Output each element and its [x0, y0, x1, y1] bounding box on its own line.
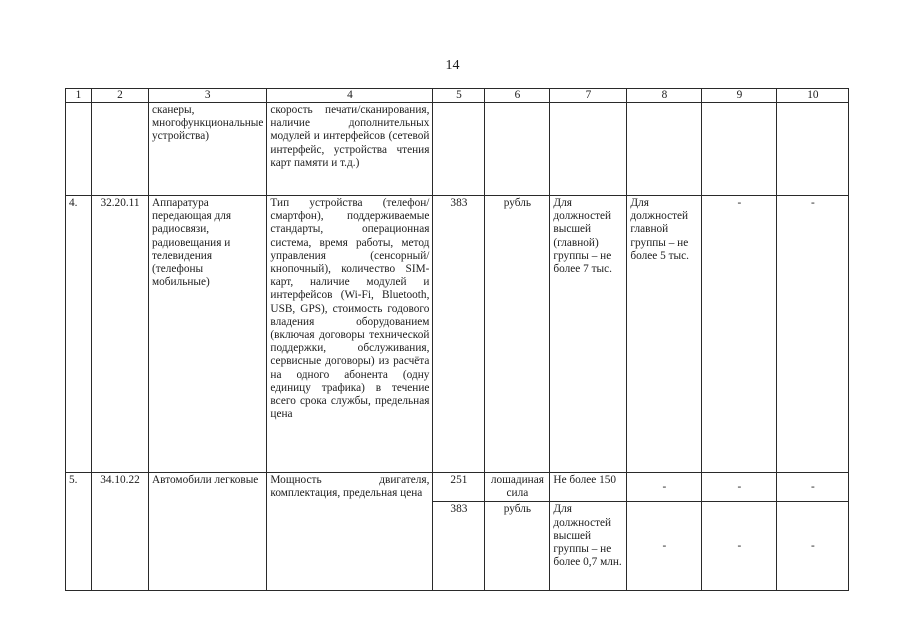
unit-cell: рубль	[485, 196, 550, 473]
characteristics-cell: скорость печати/сканирования, наличие дополнительных модулей и интерфейсов (сетевой интерфейс, устройства чтения карт памяти и т.д.)	[267, 103, 433, 196]
characteristics-cell: Мощность двигателя, комплектация, предельная цена	[267, 473, 433, 591]
unit-cell: лошадиная сила	[485, 473, 550, 502]
product-name-cell: сканеры, многофункциональные устройства)	[149, 103, 267, 196]
page-number: 14	[445, 58, 460, 73]
value-cell: Для должностей высшей (главной) группы – не более 7 тыс.	[550, 196, 627, 473]
header-cell: 6	[485, 89, 550, 103]
okei-code-cell: 251	[433, 473, 485, 502]
value-cell: Для должностей главной группы – не более 5 тыс.	[627, 196, 702, 473]
okei-code-cell: 383	[433, 196, 485, 473]
value-cell: -	[777, 502, 849, 591]
header-cell: 1	[66, 89, 92, 103]
header-cell: 4	[267, 89, 433, 103]
characteristics-cell: Тип устройства (телефон/смартфон), поддерживаемые стандарты, операционная система, время работы, метод управления (сенсорный/кнопочный), количество SIM-карт, наличие модулей и интерфейсов (Wi-Fi, Bluetooth, USB, GPS), стоимость годового владения оборудованием (включая договоры технической поддержки, обслуживания, сервисные договоры) из расчёта на одного абонента (одну единицу трафика) в течение всего срока службы, предельная цена	[267, 196, 433, 473]
requirements-table	[65, 88, 849, 591]
okpd-code-cell: 32.20.11	[92, 196, 149, 473]
value-cell: -	[777, 196, 849, 473]
table-row	[66, 196, 849, 473]
table-row	[66, 473, 849, 502]
table-row	[66, 103, 849, 196]
okpd-code-cell: 34.10.22	[92, 473, 149, 591]
header-cell: 5	[433, 89, 485, 103]
header-cell: 10	[777, 89, 849, 103]
header-cell: 3	[149, 89, 267, 103]
product-name-cell: Автомобили легковые	[149, 473, 267, 591]
header-cell: 2	[92, 89, 149, 103]
okei-code-cell: 383	[433, 502, 485, 591]
product-name-cell: Аппаратура передающая для радиосвязи, радиовещания и телевидения (телефоны мобильные)	[149, 196, 267, 473]
value-cell: -	[627, 473, 702, 502]
value-cell: -	[702, 196, 777, 473]
value-cell: -	[702, 473, 777, 502]
value-cell: -	[702, 502, 777, 591]
row-number-cell: 5.	[66, 473, 92, 591]
table-header-row	[66, 89, 849, 103]
unit-cell: рубль	[485, 502, 550, 591]
value-cell: Для должностей высшей группы – не более 0,7 млн.	[550, 502, 627, 591]
header-cell: 7	[550, 89, 627, 103]
header-cell: 9	[702, 89, 777, 103]
value-cell: -	[777, 473, 849, 502]
row-number-cell: 4.	[66, 196, 92, 473]
value-cell: Не более 150	[550, 473, 627, 502]
value-cell: -	[627, 502, 702, 591]
header-cell: 8	[627, 89, 702, 103]
